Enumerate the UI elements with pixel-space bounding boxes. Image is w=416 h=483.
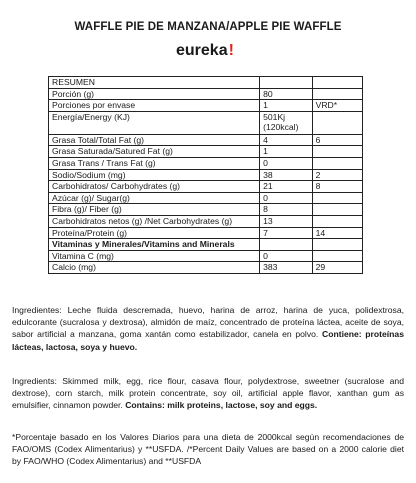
nutrient-amount: 7 [260, 227, 313, 239]
daily-value-percent [312, 157, 362, 169]
product-title: WAFFLE PIE DE MANZANA/APPLE PIE WAFFLE [74, 21, 342, 33]
daily-value-percent [312, 88, 362, 100]
nutrient-amount-line: 501Kj [263, 111, 286, 122]
daily-value-percent: VRD* [312, 100, 362, 112]
ingredients-es-allergens: Contiene: proteínas lácteas, lactosa, soya y huevo. [12, 329, 404, 352]
ingredients-en-allergens: Contains: milk proteins, lactose, soy and eggs. [125, 400, 318, 411]
daily-value-percent [312, 77, 362, 89]
nutrient-amount [260, 77, 313, 89]
nutrient-label: Sodio/Sodium (mg) [49, 169, 260, 181]
nutrient-amount: 0 [260, 157, 313, 169]
nutrient-label: Carbohidratos netos (g) /Net Carbohydrates (g) [49, 215, 260, 227]
nutrient-label: Azúcar (g)/ Sugar(g) [49, 192, 260, 204]
nutrient-amount: 383 [260, 262, 313, 274]
table-row [49, 88, 363, 100]
nutrient-label: Carbohidratos/ Carbohydrates (g) [49, 181, 260, 193]
daily-value-percent [312, 215, 362, 227]
ingredients-es-text: Ingredientes: Leche fluida descremada, huevo, harina de arroz, harina de yuca, polidextrosa, edulcorante (sucralosa y dextrosa), almidón de maíz, concentrado de proteína láctea, aceite de soya, sabor artificial a manzana, goma xantán como estabilizador, canela en polvo. [12, 305, 404, 340]
nutrition-table [48, 76, 363, 274]
daily-value-percent [312, 146, 362, 158]
nutrient-label: Fibra (g)/ Fiber (g) [49, 204, 260, 216]
nutrient-amount: 38 [260, 169, 313, 181]
nutrient-label: Grasa Saturada/Satured Fat (g) [49, 146, 260, 158]
ingredients-en-text: Ingredients: Skimmed milk, egg, rice flour, casava flour, polydextrose, sweetner (sucralose and dextrose), corn starch, milk protein concentrate, soy oil, artificial apple flavor, xanthan gum as emulsifier, cinnamon powder. [12, 376, 404, 411]
nutrient-label: RESUMEN [49, 77, 260, 89]
daily-value-percent: 6 [312, 134, 362, 146]
nutrient-amount: 4 [260, 134, 313, 146]
daily-value-percent: 29 [312, 262, 362, 274]
table-row [49, 227, 363, 239]
table-row [49, 239, 363, 251]
table-row [49, 250, 363, 262]
table-row [49, 192, 363, 204]
svg-text:eureka: eureka [176, 42, 228, 59]
eureka-logo-icon [176, 40, 240, 60]
nutrient-label: Porciones por envase [49, 100, 260, 112]
nutrient-label: Vitaminas y Minerales/Vitamins and Minerals [49, 239, 260, 251]
nutrient-amount: 21 [260, 181, 313, 193]
nutrient-label: Proteína/Protein (g) [49, 227, 260, 239]
daily-value-percent [312, 192, 362, 204]
nutrient-amount-line: (120kcal) [263, 122, 299, 133]
nutrient-amount: 1 [260, 100, 313, 112]
nutrient-amount [260, 111, 313, 134]
table-row [49, 111, 363, 134]
nutrient-label: Vitamina C (mg) [49, 250, 260, 262]
daily-value-percent [312, 111, 362, 134]
nutrient-label: Grasa Trans / Trans Fat (g) [49, 157, 260, 169]
daily-value-percent: 8 [312, 181, 362, 193]
table-row [49, 169, 363, 181]
daily-value-percent: 14 [312, 227, 362, 239]
daily-value-percent [312, 204, 362, 216]
brand-logo [0, 40, 416, 65]
table-row [49, 134, 363, 146]
table-row [49, 215, 363, 227]
nutrient-label: Energía/Energy (KJ) [49, 111, 260, 134]
nutrient-amount: 1 [260, 146, 313, 158]
daily-value-percent [312, 239, 362, 251]
ingredients-english [12, 375, 404, 412]
table-row [49, 100, 363, 112]
nutrient-label: Grasa Total/Total Fat (g) [49, 134, 260, 146]
daily-values-footnote: *Porcentaje basado en los Valores Diarios para una dieta de 2000kcal según recomendaciones de FAO/OMS (Codex Alimentarius) y **USFDA. /*Percent Daily Values are based on a 2000 calorie diet by FAO/WHO (Codex Alimentarius) and **USFDA [12, 432, 404, 467]
nutrient-amount: 80 [260, 88, 313, 100]
daily-value-percent: 2 [312, 169, 362, 181]
nutrient-amount: 8 [260, 204, 313, 216]
daily-value-percent [312, 250, 362, 262]
nutrient-label: Calcio (mg) [49, 262, 260, 274]
nutrient-amount: 13 [260, 215, 313, 227]
nutrient-amount: 0 [260, 250, 313, 262]
ingredients-spanish [12, 304, 404, 353]
nutrient-label: Porción (g) [49, 88, 260, 100]
table-row [49, 146, 363, 158]
table-row [49, 204, 363, 216]
table-row [49, 262, 363, 274]
nutrient-amount: 0 [260, 192, 313, 204]
table-row [49, 77, 363, 89]
svg-text:!: ! [228, 42, 234, 59]
table-row [49, 157, 363, 169]
nutrient-amount [260, 239, 313, 251]
table-row [49, 181, 363, 193]
